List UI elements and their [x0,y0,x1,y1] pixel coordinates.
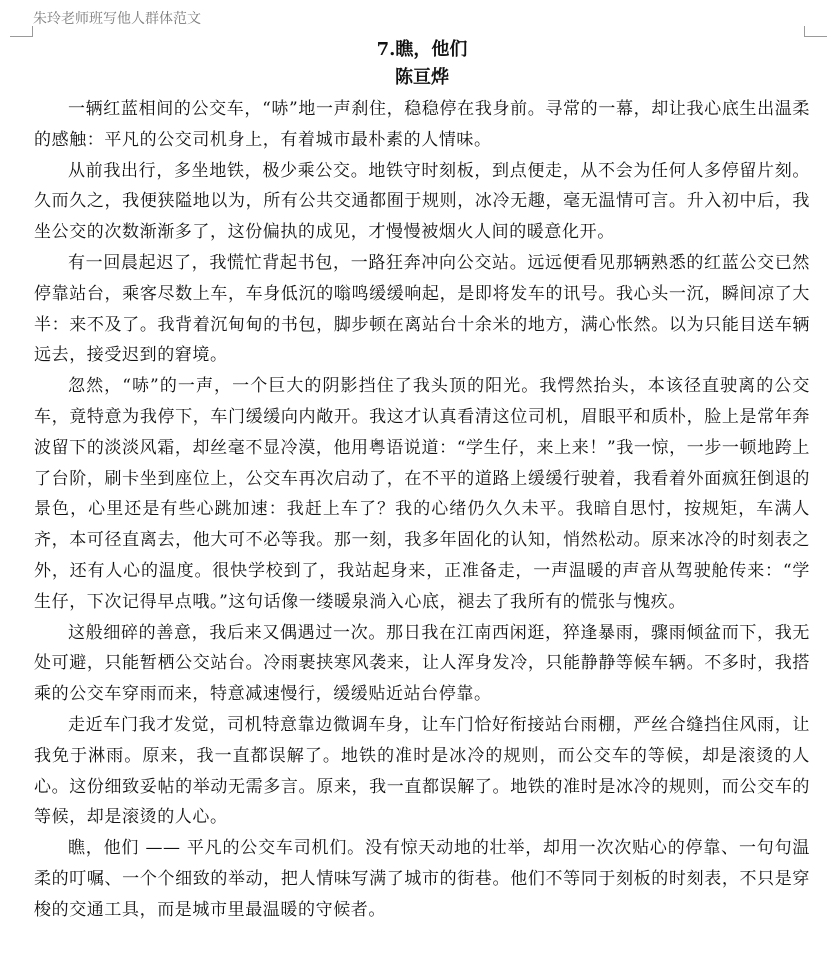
article-author: 陈亘烨 [395,67,449,88]
page-header: 朱玲老师班写他人群体范文 [33,11,201,27]
paragraph-5: 这般细碎的善意，我后来又偶遇过一次。那日我在江南西闲逛，猝逢暴雨，骤雨倾盆而下，我无处可避，只能暂栖公交站台。冷雨裹挟寒风袭来，让人浑身发冷，只能静静等候车辆。不多时，我搭乘的公交车穿雨而来，特意减速慢行，缓缓贴近站台停靠。 [34,622,810,705]
article-body [34,36,810,926]
paragraph-6: 走近车门我才发觉，司机特意靠边微调车身，让车门恰好衔接站台雨棚，严丝合缝挡住风雨，让我免于淋雨。原来，我一直都误解了。地铁的准时是冰冷的规则，而公交车的等候，却是滚烫的人心。这份细致妥帖的举动无需多言。原来，我一直都误解了。地铁的准时是冰冷的规则，而公交车的等候，却是滚烫的人心。 [34,714,810,828]
article-title: 7.瞧，他们 [376,39,468,60]
paragraph-2: 从前我出行，多坐地铁，极少乘公交。地铁守时刻板，到点便走，从不会为任何人多停留片刻。久而久之，我便狭隘地以为，所有公共交通都囿于规则，冰冷无趣，毫无温情可言。升入初中后，我坐公交的次数渐渐多了，这份偏执的成见，才慢慢被烟火人间的暖意化开。 [34,160,810,243]
paragraph-1: 一辆红蓝相间的公交车，“哧”地一声刹住，稳稳停在我身前。寻常的一幕，却让我心底生出温柔的感触：平凡的公交司机身上，有着城市最朴素的人情味。 [34,99,810,150]
paragraph-7: 瞧，他们 —— 平凡的公交车司机们。没有惊天动地的壮举，却用一次次贴心的停靠、一句句温柔的叮嘱、一个个细致的举动，把人情味写满了城市的街巷。他们不等同于刻板的时刻表，不只是穿梭的交通工具，而是城市里最温暖的守候者。 [34,838,810,920]
crop-mark-top-left [10,26,33,37]
paragraph-4: 忽然，“哧”的一声，一个巨大的阴影挡住了我头顶的阳光。我愕然抬头，本该径直驶离的公交车，竟特意为我停下，车门缓缓向内敞开。我这才认真看清这位司机，眉眼平和质朴，脸上是常年奔波留下的淡淡风霜，却丝毫不显冷漠，他用粤语说道：“学生仔，来上来！”我一惊，一步一顿地跨上了台阶，刷卡坐到座位上，公交车再次启动了，在不平的道路上缓缓行驶着，我看着外面疯狂倒退的景色，心里还是有些心跳加速：我赶上车了？我的心绪仍久久未平。我暗自思忖，按规矩，车满人齐，本可径直离去，他大可不必等我。那一刻，我多年固化的认知，悄然松动。原来冰冷的时刻表之外，还有人心的温度。很快学校到了，我站起身来，正准备走，一声温暖的声音从驾驶舱传来：“学生仔，下次记得早点哦。”这句话像一缕暖泉淌入心底，褪去了我所有的慌张与愧疚。 [34,376,810,612]
paragraph-3: 有一回晨起迟了，我慌忙背起书包，一路狂奔冲向公交站。远远便看见那辆熟悉的红蓝公交已然停靠站台，乘客尽数上车，车身低沉的嗡鸣缓缓响起，是即将发车的讯号。我心头一沉，瞬间凉了大半：来不及了。我背着沉甸甸的书包，脚步顿在离站台十余米的地方，满心怅然。以为只能目送车辆远去，接受迟到的窘境。 [34,252,810,366]
